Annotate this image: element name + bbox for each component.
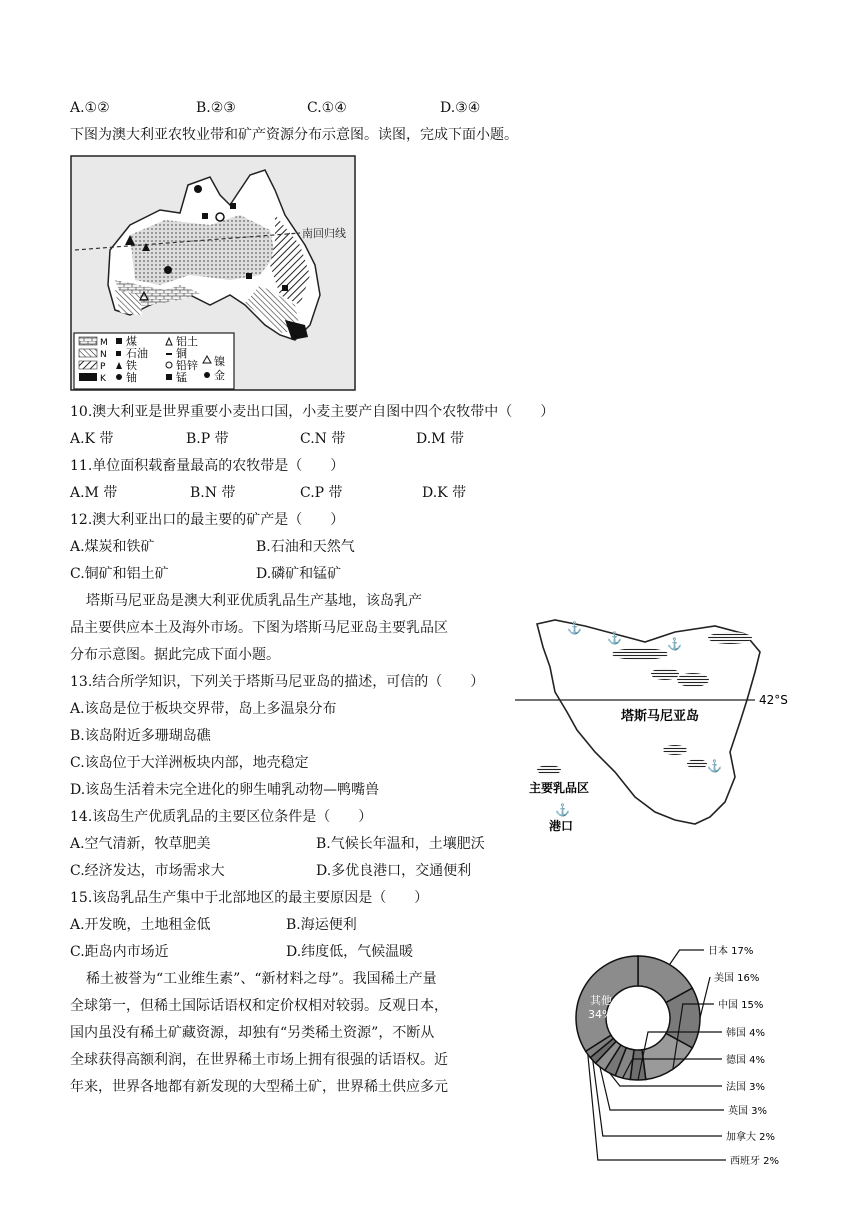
port-symbol: ⚓	[607, 631, 622, 645]
q13-option-c: C.该岛位于大洋洲板块内部，地壳稳定	[70, 755, 309, 771]
q15-option-d: D.纬度低，气候温暖	[286, 944, 414, 960]
tropic-label: 南回归线	[302, 227, 346, 240]
legend-manganese: 锰	[176, 371, 187, 384]
legend-zone-k: K	[100, 374, 106, 384]
donut-label-8: 西班牙 2%	[730, 1156, 780, 1167]
island-label: 塔斯马尼亚岛	[621, 709, 700, 724]
rare-earth-line-3: 国内虽没有稀土矿藏资源，却独有“另类稀土资源”，不断从	[70, 1025, 435, 1041]
legend-lead-zinc: 铅锌	[176, 359, 198, 372]
q13-option-b: B.该岛附近多珊瑚岛礁	[70, 728, 211, 744]
q10-option-d: D.M 带	[416, 431, 464, 447]
legend-zone-p: P	[100, 362, 106, 372]
legend-copper: 铜	[176, 347, 187, 360]
donut-label-other: 其他	[590, 994, 612, 1007]
mineral-symbol	[282, 285, 288, 291]
q14-option-a: A.空气清新，牧草肥美	[70, 836, 211, 852]
q15-option-b: B.海运便利	[286, 917, 357, 933]
legend-iron: 铁	[126, 359, 137, 372]
tasmania-intro-line-2: 品主要供应本土及海外市场。下图为塔斯马尼亚岛主要乳品区	[70, 620, 448, 636]
rare-earth-line-2: 全球第一，但稀土国际话语权和定价权相对较弱。反观日本，	[70, 998, 448, 1014]
mineral-symbol	[230, 203, 236, 209]
rare-earth-line-1: 稀土被誉为“工业维生素”、“新材料之母”。我国稀土产量	[86, 971, 437, 987]
q13-option-a: A.该岛是位于板块交界带，岛上多温泉分布	[70, 701, 337, 717]
donut-label-0: 日本 17%	[708, 946, 754, 957]
q13-option-d: D.该岛生活着未完全进化的卵生哺乳动物—鸭嘴兽	[70, 782, 380, 798]
tasmania-intro-line-1: 塔斯马尼亚岛是澳大利亚优质乳品生产基地，该岛乳产	[86, 593, 422, 609]
q14-stem: 14.该岛生产优质乳品的主要区位条件是（ ）	[70, 809, 373, 825]
donut-label-3: 韩国 4%	[726, 1028, 766, 1039]
q11-option-c: C.P 带	[300, 485, 343, 501]
legend-oil: 石油	[126, 347, 148, 360]
tasmania-map	[515, 612, 815, 842]
q9-option-b: B.②③	[196, 100, 236, 116]
port-symbol: ⚓	[707, 759, 722, 773]
dairy-area	[651, 668, 679, 680]
q9-option-c: C.①④	[307, 100, 347, 116]
q10-option-b: B.P 带	[186, 431, 229, 447]
q14-option-d: D.多优良港口，交通便利	[316, 863, 472, 879]
q10-option-c: C.N 带	[300, 431, 346, 447]
latitude-label: 42°S	[759, 693, 788, 707]
q9-option-d: D.③④	[440, 100, 481, 116]
donut-label-7: 加拿大 2%	[726, 1132, 776, 1143]
mineral-symbol	[194, 185, 202, 193]
q15-stem: 15.该岛乳品生产集中于北部地区的最主要原因是（ ）	[70, 890, 429, 906]
donut-label-5: 法国 3%	[726, 1082, 766, 1093]
intro-australia: 下图为澳大利亚农牧业带和矿产资源分布示意图。读图，完成下面小题。	[70, 127, 518, 143]
donut-label-1: 美国 16%	[714, 973, 760, 984]
dairy-area	[612, 648, 668, 660]
mineral-symbol	[216, 213, 224, 221]
rare-earth-line-5: 年来，世界各地都有新发现的大型稀土矿，世界稀土供应多元	[70, 1079, 448, 1095]
mineral-symbol	[246, 273, 252, 279]
donut-label-4: 德国 4%	[726, 1055, 766, 1066]
dairy-area	[663, 745, 687, 755]
legend-bauxite: 铝土	[176, 335, 198, 348]
q14-option-c: C.经济发达，市场需求大	[70, 863, 225, 879]
legend-uranium: 铀	[126, 371, 137, 384]
q15-option-c: C.距岛内市场近	[70, 944, 169, 960]
donut-label-2: 中国 15%	[718, 1000, 764, 1011]
legend-zone-n: N	[100, 350, 107, 360]
mineral-symbol	[202, 213, 208, 219]
port-symbol: ⚓	[667, 637, 682, 651]
q15-option-a: A.开发晚，土地租金低	[70, 917, 211, 933]
rare-earth-donut-chart	[570, 940, 810, 1180]
mineral-symbol	[164, 266, 172, 274]
q11-stem: 11.单位面积载畜量最高的农牧带是（ ）	[70, 458, 345, 474]
q11-option-b: B.N 带	[190, 485, 236, 501]
port-symbol: ⚓	[567, 621, 582, 635]
q13-stem: 13.结合所学知识，下列关于塔斯马尼亚岛的描述，可信的（ ）	[70, 674, 485, 690]
q12-option-c: C.铜矿和铝土矿	[70, 566, 169, 582]
rare-earth-line-4: 全球获得高额利润，在世界稀土市场上拥有很强的话语权。近	[70, 1052, 448, 1068]
dairy-area	[687, 759, 707, 769]
q12-stem: 12.澳大利亚出口的最主要的矿产是（ ）	[70, 512, 345, 528]
q12-option-a: A.煤炭和铁矿	[70, 539, 155, 555]
donut-label-6: 英国 3%	[728, 1106, 768, 1117]
q10-option-a: A.K 带	[70, 431, 114, 447]
q9-option-a: A.①②	[70, 100, 110, 116]
tasmania-intro-line-3: 分布示意图。据此完成下面小题。	[70, 647, 280, 663]
q11-option-d: D.K 带	[422, 485, 467, 501]
q10-stem: 10.澳大利亚是世界重要小麦出口国，小麦主要产自图中四个农牧带中（ ）	[70, 404, 555, 420]
donut-leader-0	[670, 950, 704, 965]
donut-label-other-value: 34%	[588, 1008, 613, 1021]
svg-text:⚓: ⚓	[555, 803, 570, 817]
q12-option-d: D.磷矿和锰矿	[256, 566, 342, 582]
legend-nickel: 镍	[214, 355, 225, 368]
legend-port: 港口	[549, 819, 574, 833]
legend-zone-m: M	[100, 338, 108, 348]
dairy-area	[677, 673, 709, 687]
dairy-area	[708, 632, 752, 644]
q14-option-b: B.气候长年温和，土壤肥沃	[316, 836, 485, 852]
legend-coal: 煤	[126, 335, 137, 348]
legend-dairy: 主要乳品区	[529, 781, 590, 795]
donut-leader-1	[700, 977, 710, 1018]
australia-map	[70, 155, 356, 391]
legend-gold: 金	[214, 369, 225, 382]
q11-option-a: A.M 带	[70, 485, 118, 501]
q12-option-b: B.石油和天然气	[256, 539, 355, 555]
